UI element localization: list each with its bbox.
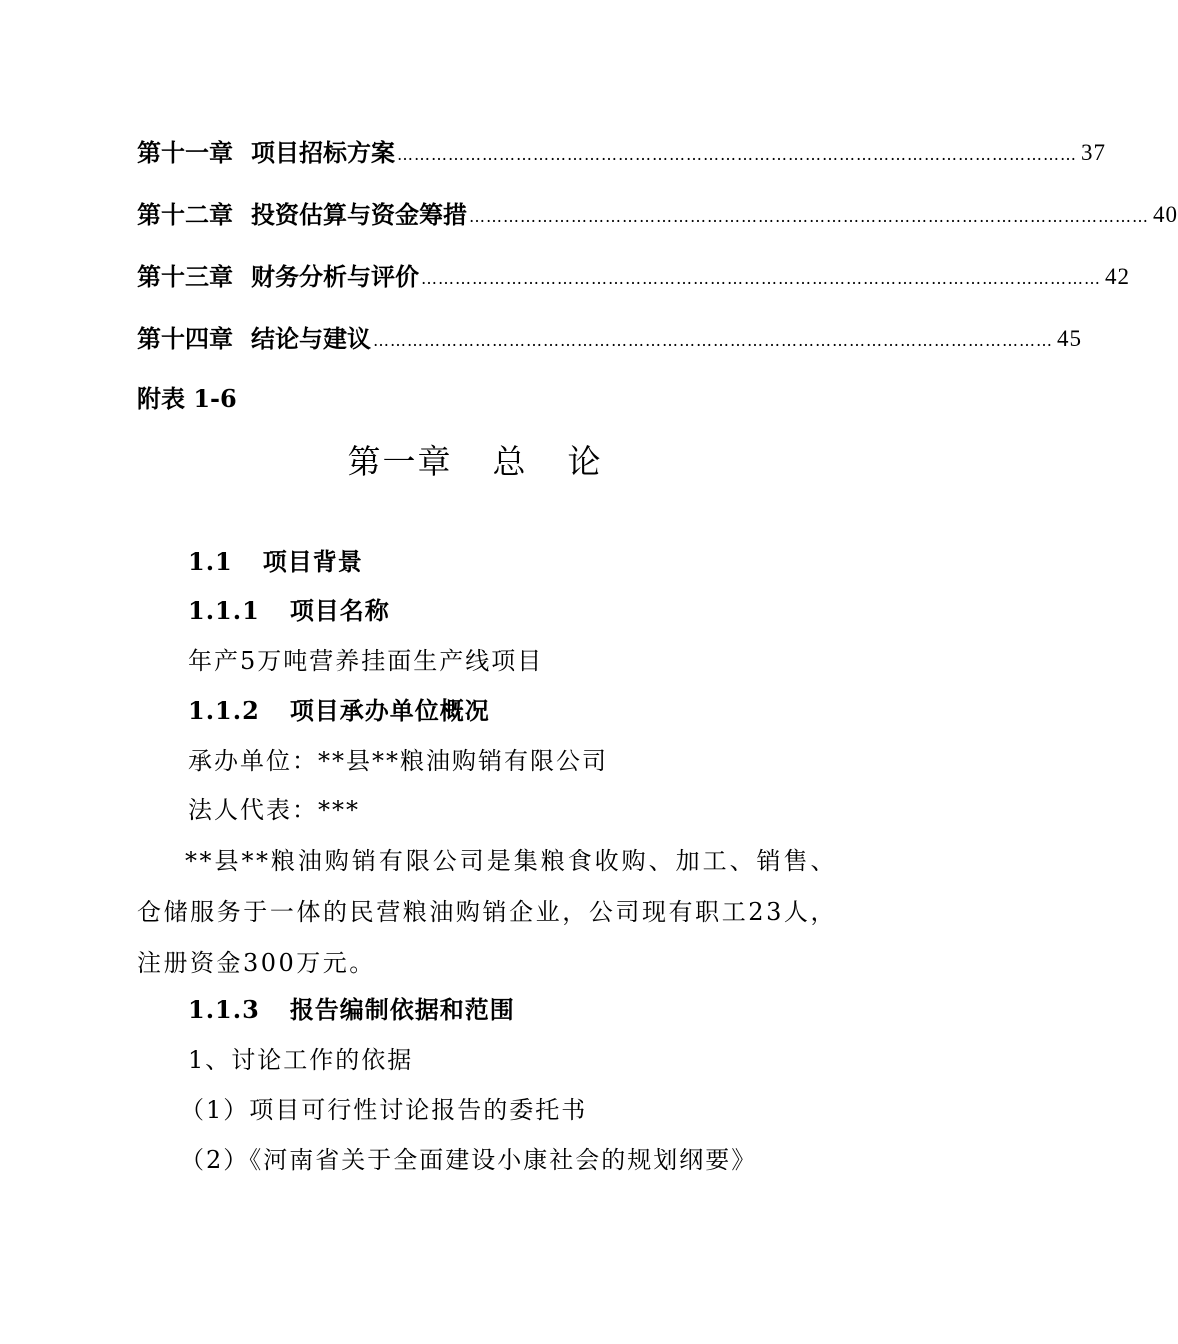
toc-page-number: 42 bbox=[1105, 264, 1130, 289]
toc-leader-dots: ………………………………………………………………………………………………………… bbox=[469, 207, 1149, 226]
basis-title-text: 1、讨论工作的依据 bbox=[188, 1046, 414, 1074]
basis-item: （2）《河南省关于全面建设小康社会的规划纲要》 bbox=[180, 1146, 758, 1174]
toc-page-number: 40 bbox=[1153, 202, 1178, 227]
company-description-paragraph: **县**粮油购销有限公司是集粮食收购、加工、销售、仓储服务于一体的民营粮油购销企业，公司现有职工23人，注册资金300万元。 bbox=[137, 847, 837, 977]
toc-label: 第十三章 财务分析与评价 bbox=[137, 262, 419, 291]
toc-label: 第十一章 项目招标方案 bbox=[137, 138, 395, 167]
toc-entry-ch14[interactable] bbox=[137, 314, 1082, 354]
legal-representative-text: 法人代表：*** bbox=[188, 796, 360, 824]
section-heading-1-1: 1.1 项目背景 bbox=[188, 547, 363, 576]
toc-appendix[interactable]: 附表 1-6 bbox=[137, 384, 237, 413]
toc-label: 第十四章 结论与建议 bbox=[137, 324, 371, 353]
basis-item: （1）项目可行性讨论报告的委托书 bbox=[180, 1096, 588, 1124]
section-heading-1-1-1: 1.1.1 项目名称 bbox=[188, 596, 390, 625]
toc-page-number: 45 bbox=[1057, 326, 1082, 351]
toc-page-number: 37 bbox=[1081, 140, 1106, 165]
section-heading-1-1-2: 1.1.2 项目承办单位概况 bbox=[188, 696, 490, 725]
toc-leader-dots: ………………………………………………………………………………………………………… bbox=[397, 145, 1077, 164]
toc-entry-ch11[interactable] bbox=[137, 128, 1106, 168]
organizer-text: 承办单位：**县**粮油购销有限公司 bbox=[188, 747, 608, 775]
toc-leader-dots: ………………………………………………………………………………………………………… bbox=[421, 269, 1101, 288]
chapter-title: 第一章 总 论 bbox=[347, 442, 603, 481]
toc-leader-dots: ………………………………………………………………………………………………………… bbox=[373, 331, 1053, 350]
section-heading-1-1-3: 1.1.3 报告编制依据和范围 bbox=[188, 995, 515, 1024]
toc-entry-ch13[interactable] bbox=[137, 252, 1130, 292]
project-name-text: 年产5万吨营养挂面生产线项目 bbox=[188, 647, 544, 675]
toc-entry-ch12[interactable] bbox=[137, 190, 1178, 230]
toc-label: 第十二章 投资估算与资金筹措 bbox=[137, 200, 467, 229]
